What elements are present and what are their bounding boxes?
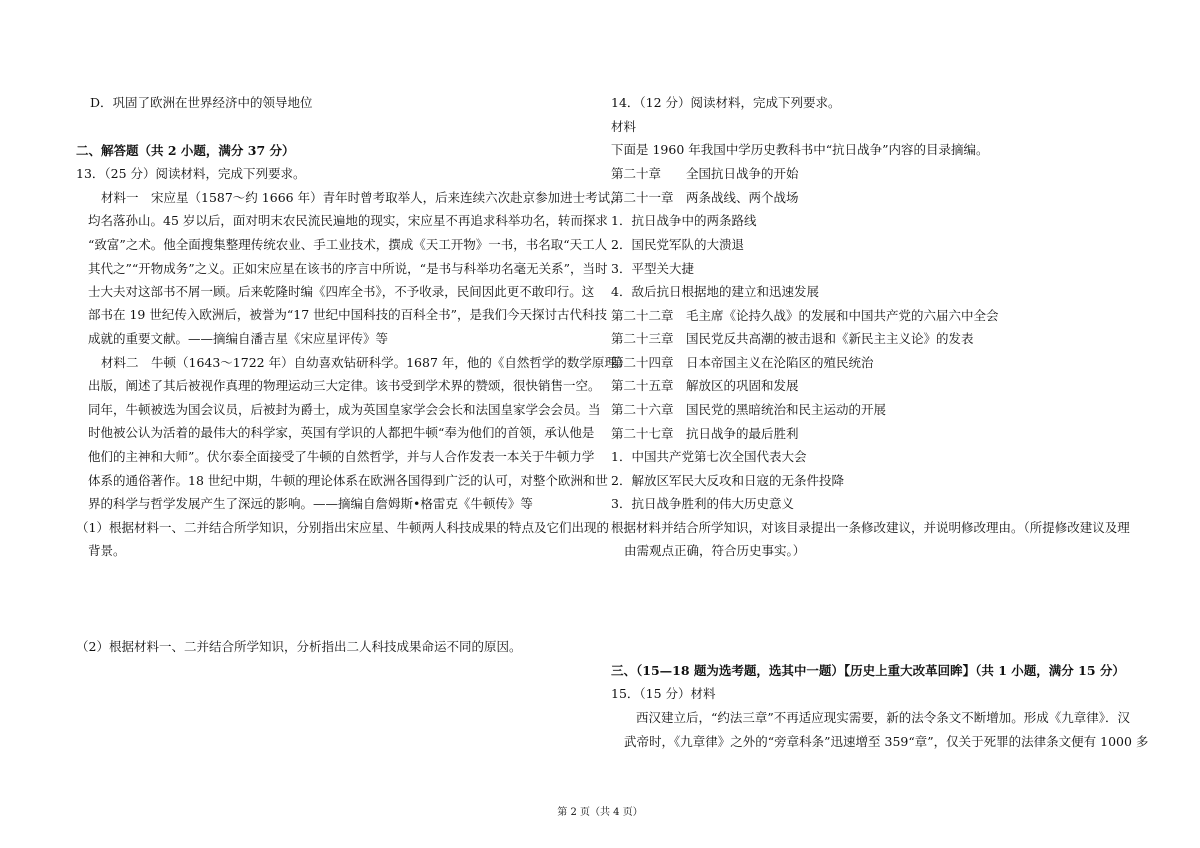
m2-line: 时他被公认为活着的最伟大的科学家，英国有学识的人都把牛顿“奉为他们的首领，承认他是 bbox=[88, 425, 595, 440]
q13-part2: （2）根据材料一、二并结合所学知识，分析指出二人科技成果命运不同的原因。 bbox=[76, 639, 522, 654]
toc-item: 第二十二章 毛主席《论持久战》的发展和中国共产党的六届六中全会 bbox=[611, 308, 999, 323]
m2-line: 他们的主神和大师”。伏尔泰全面接受了牛顿的自然哲学，并与人合作发表一本关于牛顿力学 bbox=[88, 449, 595, 464]
m1-line: 均名落孙山。45 岁以后，面对明末农民流民遍地的现实，宋应星不再追求科举功名，转而探求 bbox=[88, 213, 608, 228]
m1-line: 其代之”“开物成务”之义。正如宋应星在该书的序言中所说，“是书与科举功名毫无关系”，当时 bbox=[88, 261, 608, 276]
toc-item: 第二十章 全国抗日战争的开始 bbox=[611, 166, 799, 181]
m2-line: 界的科学与哲学发展产生了深远的影响。——摘编自詹姆斯•格雷克《牛顿传》等 bbox=[88, 496, 533, 511]
q15-stem: 15．（15 分）材料 bbox=[611, 686, 716, 701]
toc-item: 3．平型关大捷 bbox=[611, 261, 694, 276]
q13-part1-cont: 背景。 bbox=[88, 543, 126, 558]
q13-part1: （1）根据材料一、二并结合所学知识，分别指出宋应星、牛顿两人科技成果的特点及它们出现的 bbox=[76, 520, 609, 535]
m1-line: 士大夫对这部书不屑一顾。后来乾隆时编《四库全书》，不予收录，民间因此更不敢印行。这 bbox=[88, 284, 595, 299]
m2-line: 材料二 牛顿（1643～1722 年）自幼喜欢钻研科学。1687 年，他的《自然哲学的数学原理》 bbox=[101, 355, 630, 370]
section3-title: 三、（15—18 题为选考题，选其中一题）【历史上重大改革回眸】（共 1 小题，满分 15 分） bbox=[611, 663, 1125, 678]
m2-line: 出版，阐述了其后被视作真理的物理运动三大定律。该书受到学术界的赞颂，很快销售一空。 bbox=[88, 378, 601, 393]
q13-stem: 13．（25 分）阅读材料，完成下列要求。 bbox=[76, 166, 306, 181]
toc-item: 第二十六章 国民党的黑暗统治和民主运动的开展 bbox=[611, 402, 887, 417]
toc-item: 1．中国共产党第七次全国代表大会 bbox=[611, 449, 807, 464]
option-d: D．巩固了欧洲在世界经济中的领导地位 bbox=[90, 95, 313, 110]
q15-text: 武帝时，《九章律》之外的“旁章科条”迅速增至 359“章”，仅关于死罪的法律条文便有 1000 多 bbox=[624, 734, 1149, 749]
m1-line: 材料一 宋应星（1587～约 1666 年）青年时曾考取举人，后来连续六次赴京参加进士考试， bbox=[101, 190, 623, 205]
toc-intro: 下面是 1960 年我国中学历史教科书中“抗日战争”内容的目录摘编。 bbox=[611, 142, 989, 157]
m1-line: 成就的重要文献。——摘编自潘吉星《宋应星评传》等 bbox=[88, 331, 389, 346]
toc-item: 第二十四章 日本帝国主义在沦陷区的殖民统治 bbox=[611, 355, 874, 370]
toc-item: 2．国民党军队的大溃退 bbox=[611, 237, 744, 252]
page-footer: 第 2 页（共 4 页） bbox=[557, 807, 643, 818]
q14-stem: 14．（12 分）阅读材料，完成下列要求。 bbox=[611, 95, 841, 110]
material-label: 材料 bbox=[611, 119, 637, 134]
toc-item: 4．敌后抗日根据地的建立和迅速发展 bbox=[611, 284, 819, 299]
q14-requirement-cont: 由需观点正确，符合历史事实。） bbox=[624, 543, 806, 558]
m2-line: 体系的通俗著作。18 世纪中期，牛顿的理论体系在欧洲各国得到广泛的认可，对整个欧洲和世 bbox=[88, 473, 608, 488]
section2-title: 二、解答题（共 2 小题，满分 37 分） bbox=[76, 143, 295, 158]
q15-text: 西汉建立后，“约法三章”不再适应现实需要，新的法令条文不断增加。形成《九章律》．汉 bbox=[636, 710, 1131, 725]
toc-item: 第二十五章 解放区的巩固和发展 bbox=[611, 378, 799, 393]
toc-item: 1．抗日战争中的两条路线 bbox=[611, 213, 757, 228]
toc-item: 第二十三章 国民党反共高潮的被击退和《新民主主义论》的发表 bbox=[611, 331, 974, 346]
toc-item: 2．解放区军民大反攻和日寇的无条件投降 bbox=[611, 473, 844, 488]
toc-item: 第二十七章 抗日战争的最后胜利 bbox=[611, 426, 799, 441]
m1-line: “致富”之术。他全面搜集整理传统农业、手工业技术，撰成《天工开物》一书，书名取“天工人 bbox=[88, 237, 608, 252]
q14-requirement: 根据材料并结合所学知识，对该目录提出一条修改建议，并说明修改理由。（所提修改建议及理 bbox=[611, 520, 1130, 535]
m2-line: 同年，牛顿被选为国会议员，后被封为爵士，成为英国皇家学会会长和法国皇家学会会员。当 bbox=[88, 402, 601, 417]
toc-item: 3．抗日战争胜利的伟大历史意义 bbox=[611, 496, 794, 511]
m1-line: 部书在 19 世纪传入欧洲后，被誉为“17 世纪中国科技的百科全书”，是我们今天探讨古代科技 bbox=[88, 307, 608, 322]
toc-item: 第二十一章 两条战线、两个战场 bbox=[611, 190, 799, 205]
